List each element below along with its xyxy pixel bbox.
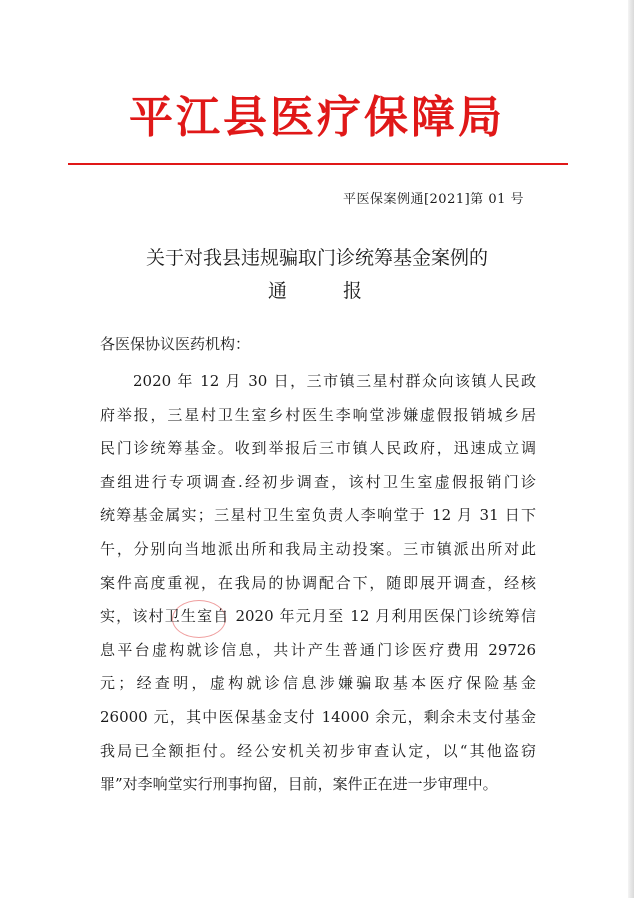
- body-line: 我局已全额拒付。经公安机关初步审查认定，以“其他盗窃: [100, 741, 536, 760]
- body-line: 2020 年 12 月 30 日，三市镇三星村群众向该镇人民政: [100, 372, 536, 390]
- body-line: 26000 元，其中医保基金支付 14000 余元，剩余未支付基金: [100, 707, 536, 726]
- body-line: 查组进行专项调查.经初步调查，该村卫生室虚假报销门诊: [100, 472, 536, 491]
- title-word-tong: 通: [267, 280, 291, 302]
- masthead-red-rule: [68, 163, 568, 165]
- body-line: 元；经查明，虚构就诊信息涉嫌骗取基本医疗保险基金: [100, 674, 536, 693]
- body-line: 午，分别向当地派出所和我局主动投案。三市镇派出所对此: [100, 539, 536, 558]
- body-line: 实，该村卫生室自 2020 年元月至 12 月利用医保门诊统筹信: [100, 607, 536, 626]
- masthead-title: 平江县医疗保障局: [129, 92, 505, 143]
- body-line: 统筹基金属实；三星村卫生室负责人李响堂于 12 月 31 日下: [100, 506, 536, 525]
- body-line: 罪”对李响堂实行刑事拘留，目前，案件正在进一步审理中。: [100, 775, 498, 794]
- salutation: 各医保协议医药机构：: [100, 335, 251, 353]
- body-line: 民门诊统筹基金。收到举报后三市镇人民政府，迅速成立调: [100, 439, 536, 458]
- body-line: 府举报，三星村卫生室乡村医生李响堂涉嫌虚假报销城乡居: [100, 405, 536, 424]
- body-paragraph: [100, 365, 536, 802]
- document-title-line2: [0, 276, 634, 303]
- document-number: 平医保案例通[2021]第 01 号: [342, 192, 524, 207]
- body-line: 案件高度重视，在我局的协调配合下，随即展开调查，经核: [100, 573, 536, 592]
- document-title-line1: 关于对我县违规骗取门诊统筹基金案例的: [145, 247, 488, 269]
- title-word-bao: 报: [343, 280, 367, 302]
- body-line: 息平台虚构就诊信息，共计产生普通门诊医疗费用 29726: [100, 640, 536, 659]
